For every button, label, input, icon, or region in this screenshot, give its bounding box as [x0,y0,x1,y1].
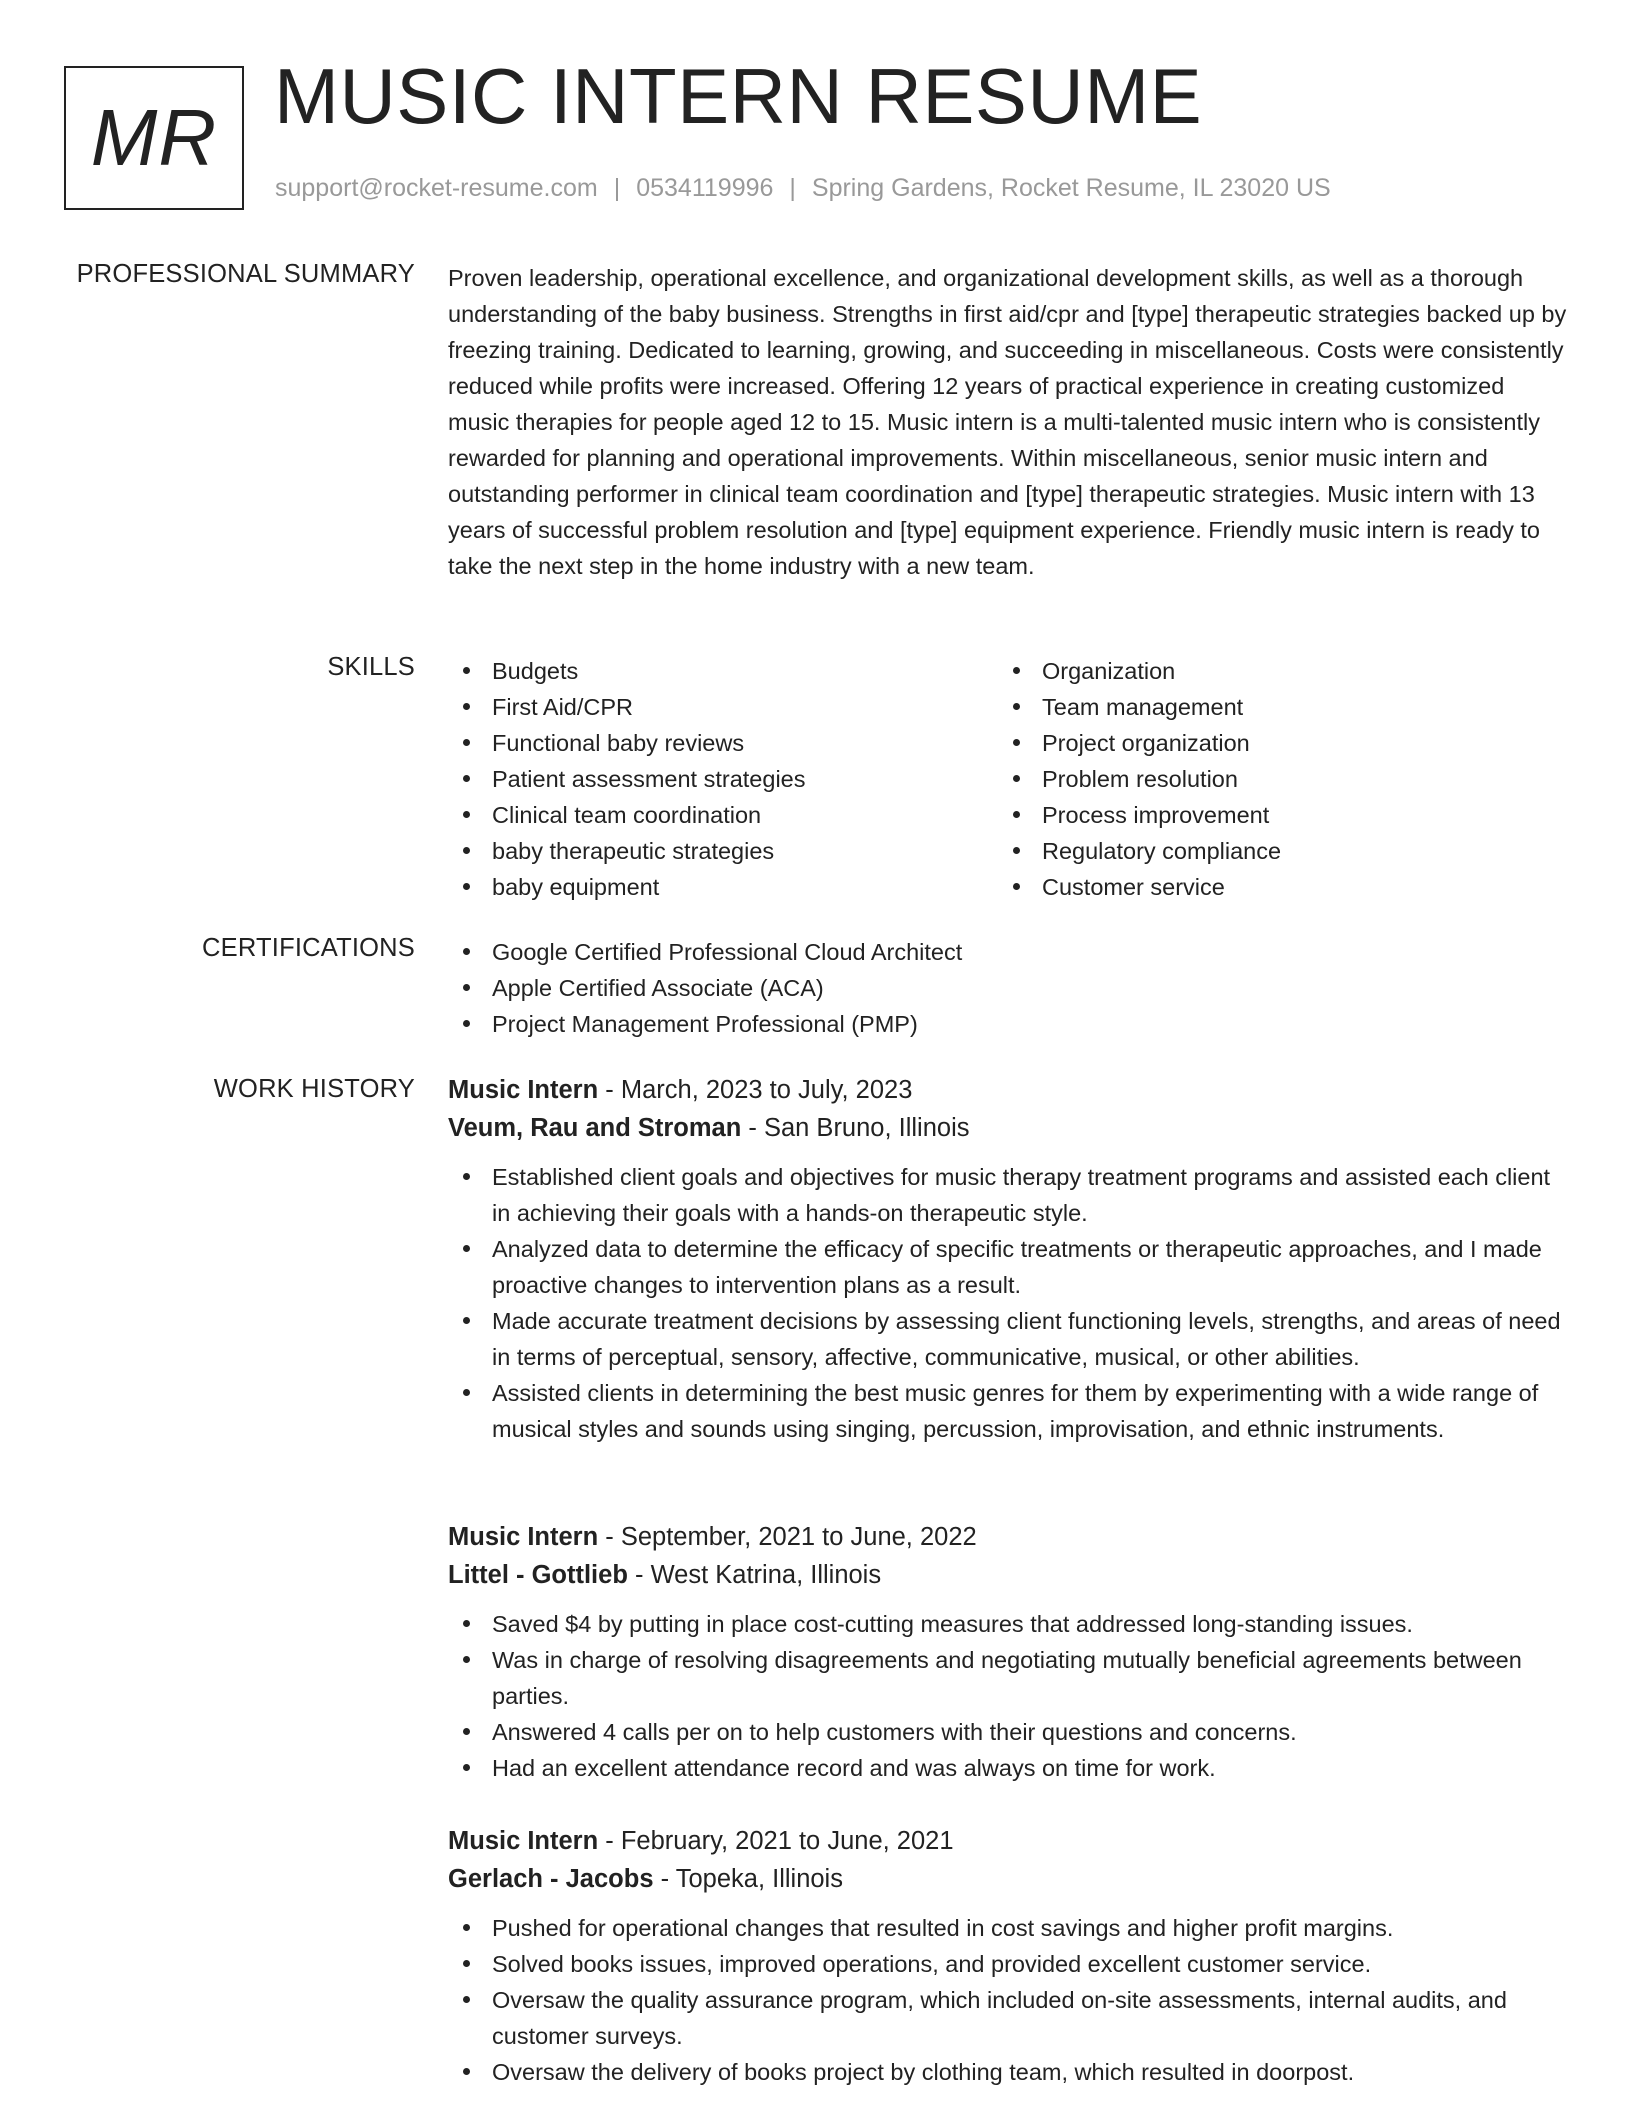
job-location: - West Katrina, Illinois [627,1561,882,1589]
certifications-list [448,934,1570,1042]
contact-address: Spring Gardens, Rocket Resume, IL 23020 US [811,174,1331,202]
certification-item: Project Management Professional (PMP) [448,1006,1570,1042]
section-label-skills: SKILLS [327,653,415,681]
job-company: Veum, Rau and Stroman [448,1114,742,1142]
contact-phone[interactable]: 0534119996 [636,174,774,202]
certifications-body [448,934,1570,1042]
job-bullet: Pushed for operational changes that resulted in cost savings and higher profit margins. [448,1910,1570,1946]
skill-item: Functional baby reviews [448,725,998,761]
job-location: - San Bruno, Illinois [741,1114,970,1142]
job-title: Music Intern [448,1827,599,1855]
monogram-initials: MR [90,93,218,182]
job-title: Music Intern [448,1523,599,1551]
job-bullet: Oversaw the delivery of books project by clothing team, which resulted in doorpost. [448,2054,1570,2090]
skill-item: baby equipment [448,869,998,905]
section-label-work-history: WORK HISTORY [213,1075,415,1103]
job-company: Littel - Gottlieb [448,1561,628,1589]
skill-item: baby therapeutic strategies [448,833,998,869]
resume-title: MUSIC INTERN RESUME [274,52,1203,140]
job-entry [448,1518,1570,1786]
job-entry [448,1071,1570,1447]
job-company: Gerlach - Jacobs [448,1865,654,1893]
skill-item: Organization [998,653,1548,689]
certification-item: Google Certified Professional Cloud Architect [448,934,1570,970]
job-dates: - September, 2021 to June, 2022 [598,1523,977,1551]
skill-item: Project organization [998,725,1548,761]
job-bullet: Oversaw the quality assurance program, which included on-site assessments, internal audits, and customer surveys. [448,1982,1570,2054]
job-company-line [448,1556,1570,1594]
skills-list-left [448,653,998,905]
job-bullet: Saved $4 by putting in place cost-cutting measures that addressed long-standing issues. [448,1606,1570,1642]
skill-item: Process improvement [998,797,1548,833]
job-bullets [448,1159,1570,1447]
job-bullets [448,1910,1570,2090]
skill-item: Clinical team coordination [448,797,998,833]
job-title-line [448,1071,1570,1109]
job-entry [448,1822,1570,2090]
contact-email[interactable]: support@rocket-resume.com [275,174,598,202]
job-company-line [448,1860,1570,1898]
job-bullet: Had an excellent attendance record and was always on time for work. [448,1750,1570,1786]
section-label-certifications: CERTIFICATIONS [202,934,415,962]
contact-separator: | [789,174,796,202]
job-bullets [448,1606,1570,1786]
job-company-line [448,1109,1570,1147]
job-title-line [448,1518,1570,1556]
job-bullet: Made accurate treatment decisions by assessing client functioning levels, strengths, and areas of need in terms of perceptual, sensory, affective, communicative, musical, or other abilities. [448,1303,1570,1375]
skill-item: Patient assessment strategies [448,761,998,797]
job-bullet: Assisted clients in determining the best music genres for them by experimenting with a wide range of musical styles and sounds using singing, percussion, improvisation, and ethnic instruments. [448,1375,1570,1447]
job-bullet: Solved books issues, improved operations, and provided excellent customer service. [448,1946,1570,1982]
skill-item: First Aid/CPR [448,689,998,725]
job-bullet: Analyzed data to determine the efficacy of specific treatments or therapeutic approaches, and I made proactive changes to intervention plans as a result. [448,1231,1570,1303]
job-title: Music Intern [448,1076,599,1104]
skill-item: Problem resolution [998,761,1548,797]
job-bullet: Established client goals and objectives for music therapy treatment programs and assisted each client in achieving their goals with a hands-on therapeutic style. [448,1159,1570,1231]
skill-item: Budgets [448,653,998,689]
contact-line [275,174,1331,203]
summary-text: Proven leadership, operational excellence, and organizational development skills, as well as a thorough understanding of the baby business. Strengths in first aid/cpr and [type] therapeutic strategies backed up by freezing training. Dedicated to learning, growing, and succeeding in miscellaneous. Costs were consistently reduced while profits were increased. Offering 12 years of practical experience in creating customized music therapies for people aged 12 to 15. Music intern is a multi-talented music intern who is consistently rewarded for planning and operational improvements. Within miscellaneous, senior music intern and outstanding performer in clinical team coordination and [type] therapeutic strategies. Music intern with 13 years of successful problem resolution and [type] equipment experience. Friendly music intern is ready to take the next step in the home industry with a new team. [448,265,1567,579]
skill-item: Customer service [998,869,1548,905]
job-dates: - March, 2023 to July, 2023 [598,1076,913,1104]
job-dates: - February, 2021 to June, 2021 [598,1827,954,1855]
certification-item: Apple Certified Associate (ACA) [448,970,1570,1006]
job-location: - Topeka, Illinois [653,1865,843,1893]
skill-item: Team management [998,689,1548,725]
skills-list-right [998,653,1548,905]
job-title-line [448,1822,1570,1860]
monogram-box [64,66,244,210]
job-bullet: Answered 4 calls per on to help customers with their questions and concerns. [448,1714,1570,1750]
contact-separator: | [613,174,621,202]
skill-item: Regulatory compliance [998,833,1548,869]
skills-body [448,653,1570,905]
section-label-summary: PROFESSIONAL SUMMARY [76,260,415,288]
job-bullet: Was in charge of resolving disagreements and negotiating mutually beneficial agreements between parties. [448,1642,1570,1714]
